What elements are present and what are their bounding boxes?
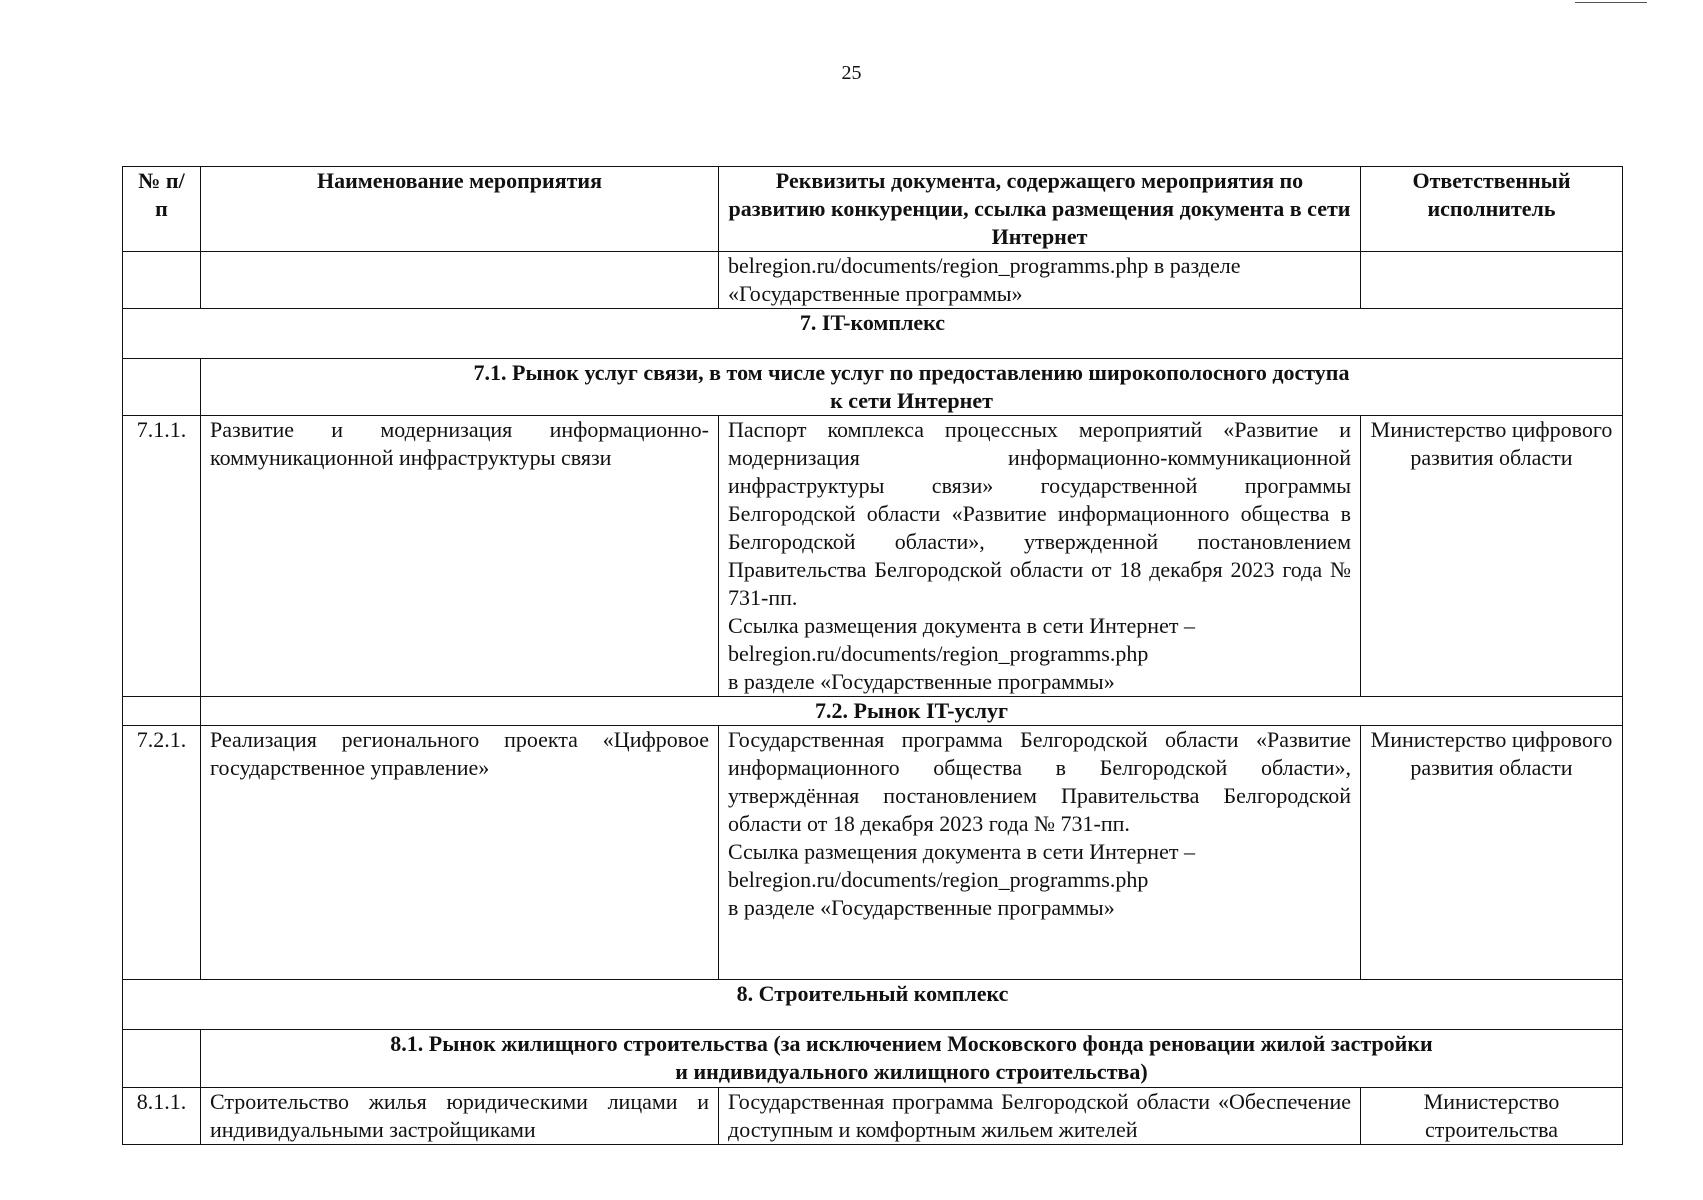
- subsection-7-1-title-line2: к сети Интернет: [830, 388, 993, 413]
- row-7-1-1-num: 7.1.1.: [123, 416, 201, 697]
- table-row-8-1-1: [123, 1088, 1623, 1145]
- subsection-8-1-title: [201, 1030, 1623, 1088]
- continued-responsible-cell: [1361, 252, 1623, 309]
- table-row-7-1-1: [123, 416, 1623, 697]
- row-7-2-1-link-text: Ссылка размещения документа в сети Интернет –: [728, 839, 1195, 864]
- row-7-2-1-document: [719, 726, 1361, 980]
- header-name: Наименование мероприятия: [201, 167, 719, 252]
- subsection-7-1-title: [201, 359, 1623, 416]
- subsection-8-1-title-line2: и индивидуального жилищного строительства): [675, 1059, 1148, 1084]
- section-8-row: [123, 980, 1623, 1030]
- header-responsible: Ответственный исполнитель: [1361, 167, 1623, 252]
- row-7-1-1-name: Развитие и модернизация информационно-коммуникационной инфраструктуры связи: [201, 416, 719, 697]
- subsection-8-1-row: [123, 1030, 1623, 1088]
- row-7-1-1-link-text: Ссылка размещения документа в сети Интернет –: [728, 613, 1195, 638]
- row-7-2-1-link-url[interactable]: belregion.ru/documents/region_programms.php: [728, 867, 1149, 892]
- row-7-2-1-responsible: Министерство цифрового развития области: [1361, 726, 1623, 980]
- row-8-1-1-num: 8.1.1.: [123, 1088, 201, 1145]
- table-row-7-2-1: [123, 726, 1623, 980]
- page-number: 25: [841, 62, 862, 84]
- row-7-2-1-document-text: Государственная программа Белгородской области «Развитие информационного общества в Белгородской области», утверждённая постановлением Правительства Белгородской области от 18 декабря 2023 года № 731-пп.: [728, 727, 1351, 836]
- continued-num-cell: [123, 252, 201, 309]
- subsection-8-1-title-line1: 8.1. Рынок жилищного строительства (за исключением Московского фонда реновации жилой застройки: [390, 1031, 1433, 1056]
- subsection-7-1-num-cell: [123, 359, 201, 416]
- subsection-7-2-num-cell: [123, 697, 201, 726]
- row-7-2-1-link-section: в разделе «Государственные программы»: [728, 895, 1115, 920]
- continued-name-cell: [201, 252, 719, 309]
- table-header-row: [123, 167, 1623, 252]
- subsection-8-1-num-cell: [123, 1030, 201, 1088]
- row-7-1-1-document: [719, 416, 1361, 697]
- header-document: Реквизиты документа, содержащего мероприятия по развитию конкуренции, ссылка размещения документа в сети Интернет: [719, 167, 1361, 252]
- row-8-1-1-name: Строительство жилья юридическими лицами и индивидуальными застройщиками: [201, 1088, 719, 1145]
- row-7-1-1-document-text: Паспорт комплекса процессных мероприятий «Развитие и модернизация информационно-коммуникационной инфраструктуры связи» государственной программы Белгородской области «Развитие информационного общества в Белгородской области», утвержденной постановлением Правительства Белгородской области от 18 декабря 2023 года № 731-пп.: [728, 417, 1351, 610]
- row-7-1-1-responsible: Министерство цифрового развития области: [1361, 416, 1623, 697]
- header-num: № п/п: [123, 167, 201, 252]
- row-7-2-1-name: Реализация регионального проекта «Цифровое государственное управление»: [201, 726, 719, 980]
- row-8-1-1-document: Государственная программа Белгородской области «Обеспечение доступным и комфортным жильем жителей: [719, 1088, 1361, 1145]
- section-8-title: 8. Строительный комплекс: [123, 980, 1623, 1030]
- row-7-1-1-link-url[interactable]: belregion.ru/documents/region_programms.php: [728, 641, 1149, 666]
- continued-row: [123, 252, 1623, 309]
- measures-table: [122, 166, 1623, 1145]
- top-right-rule: [1575, 2, 1647, 3]
- continued-document-cell: belregion.ru/documents/region_programms.php в разделе «Государственные программы»: [719, 252, 1361, 309]
- section-7-row: [123, 309, 1623, 359]
- subsection-7-1-title-line1: 7.1. Рынок услуг связи, в том числе услуг по предоставлению широкополосного доступа: [473, 360, 1350, 385]
- section-7-title: 7. IT-комплекс: [123, 309, 1623, 359]
- subsection-7-1-row: [123, 359, 1623, 416]
- row-7-1-1-link-section: в разделе «Государственные программы»: [728, 669, 1115, 694]
- row-7-2-1-num: 7.2.1.: [123, 726, 201, 980]
- row-8-1-1-responsible: Министерство строительства: [1361, 1088, 1623, 1145]
- subsection-7-2-title: 7.2. Рынок IT-услуг: [201, 697, 1623, 726]
- subsection-7-2-row: [123, 697, 1623, 726]
